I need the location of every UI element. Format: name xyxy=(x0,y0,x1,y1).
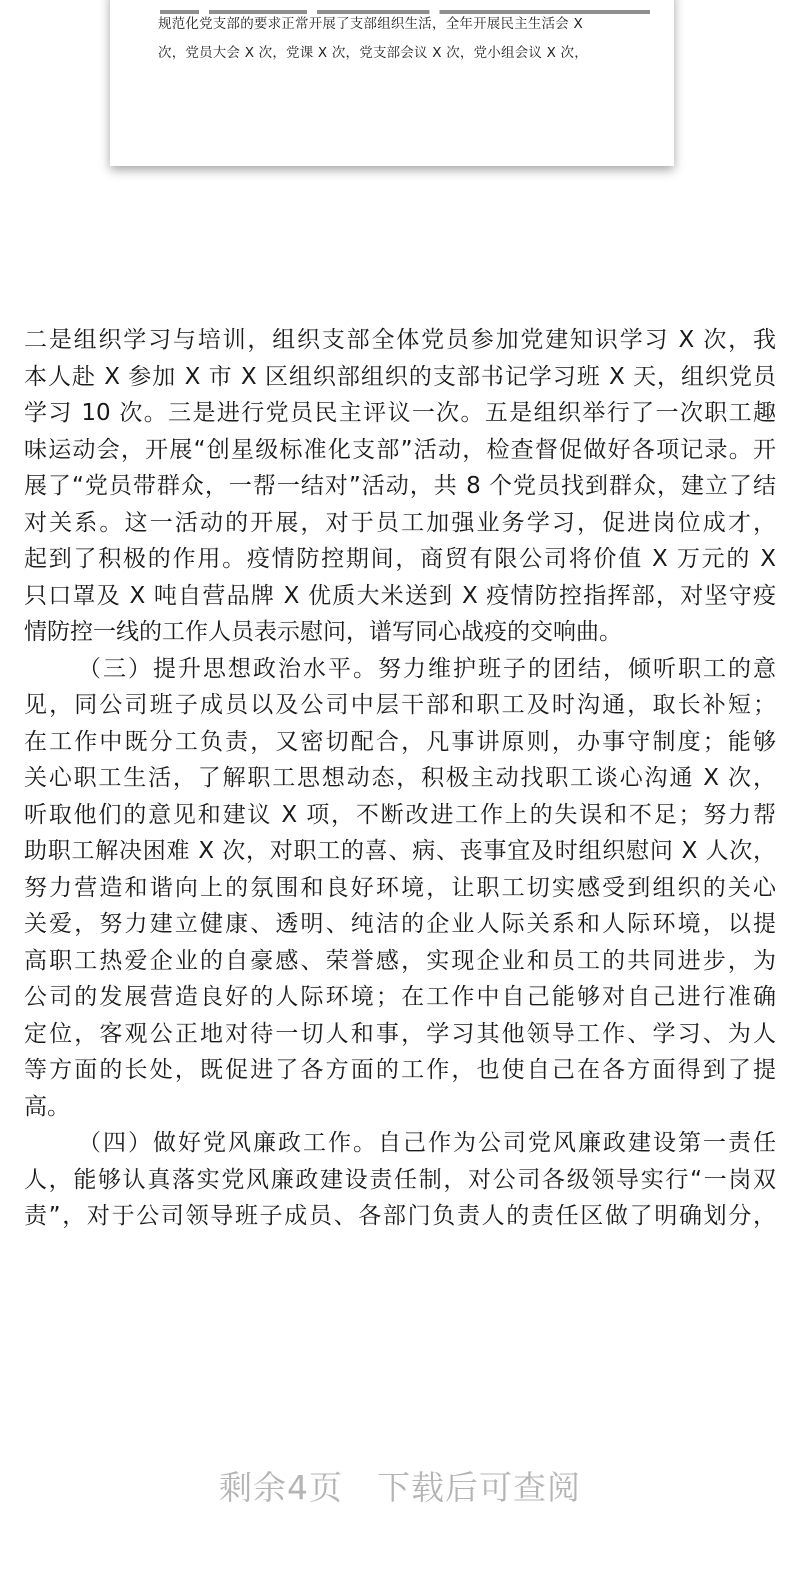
body-line: 对关系。这一活动的开展，对于员工加强业务学习，促进岗位成才， xyxy=(24,509,776,536)
body-line: 情防控一线的工作人员表示慰问，谱写同心战疫的交响曲。 xyxy=(24,619,622,645)
preview-line-2: 次，党员大会 X 次，党课 X 次，党支部会议 X 次，党小组会议 X 次， xyxy=(158,45,588,61)
download-prompt-banner[interactable] xyxy=(0,1462,800,1509)
download-to-view-label: 下载后可查阅 xyxy=(377,1468,581,1507)
body-line: 等方面的长处，既促进了各方面的工作，也使自己在各方面得到了提 xyxy=(24,1057,776,1083)
section-heading-line: （三）提升思想政治水平。努力维护班子的团结，倾听职工的意 xyxy=(78,655,776,682)
body-line: 人，能够认真落实党风廉政建设责任制，对公司各级领导实行“一岗双 xyxy=(24,1166,776,1193)
body-line: 责”，对于公司领导班子成员、各部门负责人的责任区做了明确划分， xyxy=(24,1203,776,1229)
body-line: 助职工解决困难 X 次，对职工的喜、病、丧事宜及时组织慰问 X 人次， xyxy=(24,838,776,864)
body-line: 定位，客观公正地对待一切人和事，学习其他领导工作、学习、为人 xyxy=(24,1020,776,1047)
body-line: 公司的发展营造良好的人际环境；在工作中自己能够对自己进行准确 xyxy=(24,984,776,1010)
body-line: 关心职工生活，了解职工思想动态，积极主动找职工谈心沟通 X 次， xyxy=(24,765,776,791)
body-line: 见，同公司班子成员以及公司中层干部和职工及时沟通，取长补短； xyxy=(24,692,776,718)
body-line: 高职工热爱企业的自豪感、荣誉感，实现企业和员工的共同进步，为 xyxy=(24,947,776,974)
body-line: 高。 xyxy=(24,1093,70,1120)
body-line: 只口罩及 X 吨自营品牌 X 优质大米送到 X 疫情防控指挥部，对坚守疫 xyxy=(24,582,776,609)
preview-line-1: 规范化党支部的要求正常开展了支部组织生活，全年开展民主生活会 X xyxy=(158,16,583,32)
body-line: 起到了积极的作用。疫情防控期间，商贸有限公司将价值 X 万元的 X xyxy=(24,546,776,572)
body-line: 在工作中既分工负责，又密切配合，凡事讲原则，办事守制度；能够 xyxy=(24,728,776,755)
body-line: 关爱，努力建立健康、透明、纯洁的企业人际关系和人际环境，以提 xyxy=(24,911,776,937)
document-body xyxy=(24,322,776,1235)
body-line: 二是组织学习与培训，组织支部全体党员参加党建知识学习 X 次，我 xyxy=(24,327,776,353)
body-line: 本人赴 X 参加 X 市 X 区组织部组织的支部书记学习班 X 天，组织党员 xyxy=(24,363,776,390)
body-line: 味运动会，开展“创星级标准化支部”活动，检查督促做好各项记录。开 xyxy=(24,436,776,463)
body-line: 听取他们的意见和建议 X 项，不断改进工作上的失误和不足；努力帮 xyxy=(24,801,776,828)
remaining-pages-label: 剩余4页 xyxy=(219,1468,343,1507)
body-line: 努力营造和谐向上的氛围和良好环境，让职工切实感受到组织的关心 xyxy=(24,874,776,901)
body-line: 学习 10 次。三是进行党员民主评议一次。五是组织举行了一次职工趣 xyxy=(24,400,776,426)
body-line: 展了“党员带群众，一帮一结对”活动，共 8 个党员找到群众，建立了结 xyxy=(24,473,776,499)
section-heading-line: （四）做好党风廉政工作。自己作为公司党风廉政建设第一责任 xyxy=(78,1130,776,1156)
